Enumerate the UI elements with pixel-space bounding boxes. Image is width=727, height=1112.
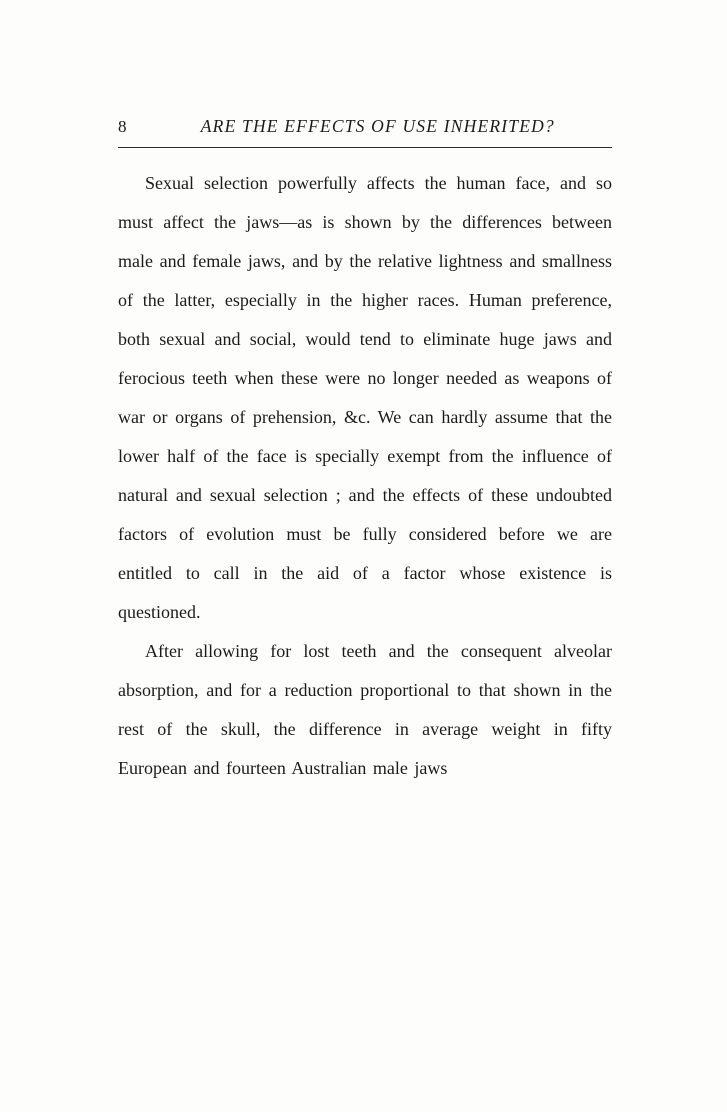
header-rule <box>118 147 612 148</box>
body-text <box>118 164 612 788</box>
paragraph-1: Sexual selection powerfully affects the human face, and so must affect the jaws—as is shown by the differences between male and female jaws, and by the relative lightness and smallness of the latter, especially in the higher races. Human preference, both sexual and social, would tend to eliminate huge jaws and ferocious teeth when these were no longer needed as weapons of war or organs of prehension, &c. We can hardly assume that the lower half of the face is specially exempt from the influence of natural and sexual selection ; and the effects of these undoubted factors of evolution must be fully considered before we are entitled to call in the aid of a factor whose existence is questioned. <box>118 173 612 622</box>
page-content <box>118 116 612 788</box>
running-title: ARE THE EFFECTS OF USE INHERITED? <box>200 116 555 136</box>
running-head <box>118 116 612 137</box>
page-number: 8 <box>118 117 128 136</box>
paragraph-2: After allowing for lost teeth and the consequent alveolar absorption, and for a reduction proportional to that shown in the rest of the skull, the difference in average weight in fifty European and fourteen Australian male jaws <box>118 641 612 778</box>
